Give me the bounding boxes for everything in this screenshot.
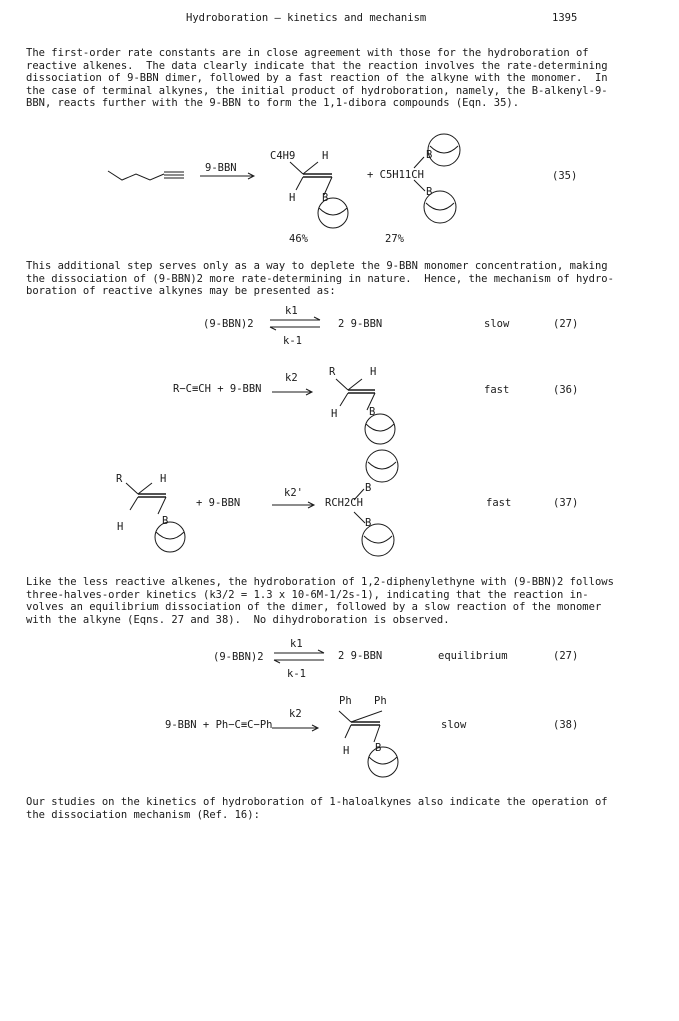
rate-constant: k-1 <box>287 668 306 680</box>
rate-label: fast <box>484 384 510 396</box>
phenyl-label: Ph <box>374 695 387 707</box>
text-line: three-halves-order kinetics (k3/2 = 1.3 x 10-6M-1/2s-1), indicating that the reaction in- <box>26 588 589 601</box>
hydrogen-label: H <box>289 192 296 204</box>
equation-number: (27) <box>553 318 579 330</box>
text-line: This additional step serves only as a way to deplete the 9-BBN monomer concentration, making <box>26 260 608 272</box>
rate-constant: k1 <box>285 305 298 317</box>
rate-constant: k2 <box>289 708 302 720</box>
boron-label: B <box>375 742 382 754</box>
equation-number: (38) <box>553 719 579 731</box>
alkyne-reactants: R−C≡CH + 9-BBN <box>173 383 262 395</box>
boron-label: B <box>322 192 329 204</box>
dimer-label: (9-BBN)2 <box>203 318 254 330</box>
rate-label: equilibrium <box>438 650 508 662</box>
monomer-label: 2 9-BBN <box>338 318 383 330</box>
rate-label: slow <box>484 318 510 330</box>
hydrogen-label: H <box>343 745 350 757</box>
hydrogen-label: H <box>331 408 338 420</box>
boron-label: B <box>369 406 376 418</box>
text-line: volves an equilibrium dissociation of the dimer, followed by a slow reaction of the monomer <box>26 601 602 613</box>
boron-label: B <box>162 515 169 527</box>
plus-reagent: + 9-BBN <box>196 497 241 509</box>
reagent-label: 9-BBN <box>205 162 237 174</box>
running-title: Hydroboration — kinetics and mechanism <box>186 12 427 24</box>
boron-label: B <box>426 149 433 161</box>
text-line: reactive alkenes. The data clearly indicate that the reaction involves the rate-determining <box>26 59 608 72</box>
text-line: The first-order rate constants are in close agreement with those for the hydroboration of <box>26 47 589 59</box>
text-line: boration of reactive alkynes may be presented as: <box>26 285 336 297</box>
equation-number: (27) <box>553 650 579 662</box>
hydrogen-label: H <box>160 473 167 485</box>
text-line: the dissociation of (9-BBN)2 more rate-determining in nature. Hence, the mechanism of hydro- <box>26 272 614 285</box>
substituent-r: R <box>116 473 123 485</box>
equation-number: (37) <box>553 497 579 509</box>
substituent-c4h9: C4H9 <box>270 150 296 162</box>
yield-alkenyl: 46% <box>289 233 308 245</box>
text-line: Like the less reactive alkenes, the hydroboration of 1,2-diphenylethyne with (9-BBN)2 follows <box>26 576 614 588</box>
rate-constant: k1 <box>290 638 303 650</box>
paragraph-4 <box>26 796 626 821</box>
boron-label: B <box>365 482 372 494</box>
rate-label: fast <box>486 497 512 509</box>
text-line: BBN, reacts further with the 9-BBN to form the 1,1-dibora compounds (Eqn. 35). <box>26 97 520 109</box>
alkyne-reactants: 9-BBN + Ph−C≡C−Ph <box>165 719 273 731</box>
rate-label: slow <box>441 719 467 731</box>
equation-number: (36) <box>553 384 579 396</box>
hydrogen-label: H <box>322 150 329 162</box>
page-number: 1395 <box>552 12 578 24</box>
product-rch2ch: RCH2CH <box>325 497 363 509</box>
phenyl-label: Ph <box>339 695 352 707</box>
rate-constant: k2' <box>284 487 303 499</box>
text-line: with the alkyne (Eqns. 27 and 38). No dihydroboration is observed. <box>26 613 450 626</box>
text-line: dissociation of 9-BBN dimer, followed by a fast reaction of the alkyne with the monomer. In <box>26 72 608 84</box>
boron-label: B <box>426 186 433 198</box>
hydrogen-label: H <box>117 521 124 533</box>
yield-dibora: 27% <box>385 233 404 245</box>
text-line: the dissociation mechanism (Ref. 16): <box>26 808 260 821</box>
boron-label: B <box>365 517 372 529</box>
text-line: Our studies on the kinetics of hydroboration of 1-haloalkynes also indicate the operation of <box>26 796 608 808</box>
dimer-label: (9-BBN)2 <box>213 651 264 663</box>
substituent-r: R <box>329 366 336 378</box>
rate-constant: k-1 <box>283 335 302 347</box>
equation-number: (35) <box>552 170 578 182</box>
plus-c5h11ch: + C5H11CH <box>367 169 424 181</box>
hydrogen-label: H <box>370 366 377 378</box>
text-line: the case of terminal alkynes, the initial product of hydroboration, namely, the B-alkenyl-9- <box>26 84 608 97</box>
monomer-label: 2 9-BBN <box>338 650 383 662</box>
rate-constant: k2 <box>285 372 298 384</box>
